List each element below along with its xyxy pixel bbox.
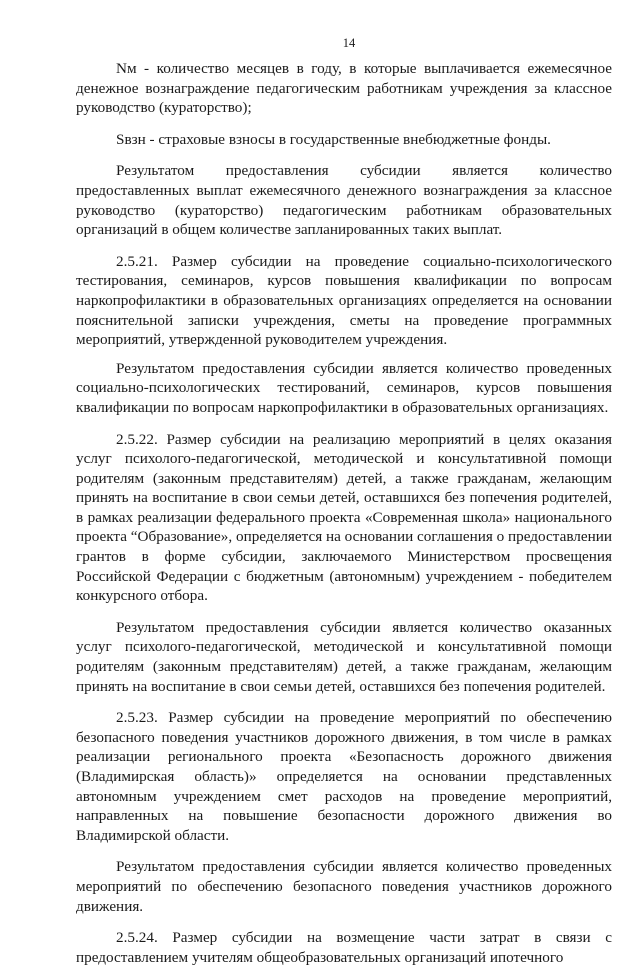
paragraph-2-5-22: 2.5.22. Размер субсидии на реализацию мероприятий в целях оказания услуг психолого-педагогической, методической и консультативной помощи родителям (законным представителям) детей, а также гражданам, желающим принять на воспитание в свои семьи детей, оставшихся без попечения родителей, в рамках реализации федерального проекта «Современная школа» национального проекта “Образование», определяется на основании соглашения о предоставлении грантов в форме субсидии, заключаемого Министерством просвещения Российской Федерации с бюджетным (автономным) учреждением - победителем конкурсного отбора. <box>76 430 612 605</box>
paragraph-result-class-guidance: Результатом предоставления субсидии является количество предоставленных выплат ежемесячного денежного вознаграждения за классное руководство (кураторство) педагогическим работникам образовательных организаций в общем количестве запланированных таких выплат. <box>76 162 612 239</box>
page-number: 14 <box>342 36 356 50</box>
paragraph-2-5-23: 2.5.23. Размер субсидии на проведение мероприятий по обеспечению безопасного поведения участников дорожного движения, в том числе в рамках реализации регионального проекта «Безопасность дорожного движения (Владимирская область)» определяется на основании представленных автономным учреждением смет расходов на проведение мероприятий, направленных на повышение безопасности дорожного движения во Владимирской области. <box>76 709 612 844</box>
paragraph-result-road-safety: Результатом предоставления субсидии является количество проведенных мероприятий по обеспечению безопасного поведения участников дорожного движения. <box>76 858 612 915</box>
paragraph-2-5-21: 2.5.21. Размер субсидии на проведение социально-психологического тестирования, семинаров, курсов повышения квалификации по вопросам наркопрофилактики в образовательных организациях определяется на основании пояснительной записки учреждения, сметы на проведение программных мероприятий, утвержденной руководителем учреждения. <box>76 252 612 349</box>
paragraph-sbzn-definition: Sвзн - страховые взносы в государственные внебюджетные фонды. <box>116 130 551 148</box>
paragraph-result-testing: Результатом предоставления субсидии является количество проведенных социально-психологических тестирований, семинаров, курсов повышения квалификации по вопросам наркопрофилактики в образовательных организациях. <box>76 359 612 416</box>
paragraph-nm-definition: Nм - количество месяцев в году, в которые выплачивается ежемесячное денежное вознаграждение педагогическим работникам учреждения за классное руководство (кураторство); <box>76 60 612 117</box>
paragraph-2-5-24: 2.5.24. Размер субсидии на возмещение части затрат в связи с предоставлением учителям общеобразовательных организаций ипотечного <box>76 929 612 966</box>
paragraph-result-consulting: Результатом предоставления субсидии является количество оказанных услуг психолого-педагогической, методической и консультативной помощи родителям (законным представителям) детей, а также гражданам, желающим принять на воспитание в свои семьи детей, оставшихся без попечения родителей. <box>76 618 612 695</box>
